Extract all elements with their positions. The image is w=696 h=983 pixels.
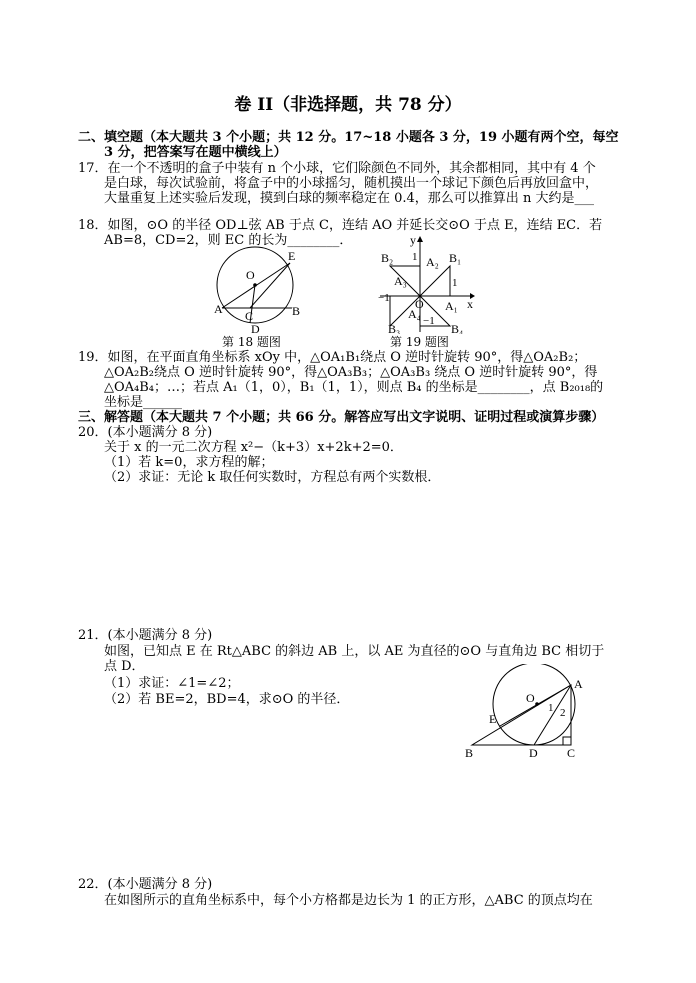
label-e: E xyxy=(288,249,296,263)
figure-19-caption: 第 19 题图 xyxy=(390,335,449,349)
q21-part1: （1）求证：∠1=∠2； xyxy=(104,676,240,691)
q20-part1: （1）若 k=0，求方程的解； xyxy=(104,455,274,470)
label-y: y xyxy=(410,233,416,247)
q19-line1: 19．如图，在平面直角坐标系 xOy 中，△OA₁B₁绕点 O 逆时针旋转 90°，得△OA₂B₂； xyxy=(78,350,587,365)
q18-line1: 18．如图，⊙O 的半径 OD⊥弦 AB 于点 C，连结 AO 并延长交⊙O 于点 E，连结 EC．若 xyxy=(78,218,603,233)
q17-line2: 是白球，每次试验前，将盒子中的小球摇匀，随机摸出一个球记下颜色后再放回盒中， xyxy=(104,176,599,191)
figure-21 xyxy=(462,664,592,764)
label-d: D xyxy=(529,746,538,760)
figure-19 xyxy=(378,232,478,334)
section2-heading-line2: 3 分，把答案写在题中横线上） xyxy=(104,145,287,160)
label-d: D xyxy=(251,322,260,335)
q20-part2: （2）求证：无论 k 取任何实数时，方程总有两个实数根． xyxy=(104,470,441,485)
label-x: x xyxy=(467,297,473,311)
q21-head: 21．(本小题满分 8 分) xyxy=(78,628,213,643)
line-ae xyxy=(500,685,571,726)
triangle-oa1b1 xyxy=(420,266,450,296)
q19-line2: △OA₂B₂绕点 O 逆时针旋转 90°，得△OA₃B₃；△OA₃B₃ 绕点 O 逆时针旋转 90°，得 xyxy=(104,365,598,380)
label-a4: A₄ xyxy=(408,307,421,321)
label-b: B xyxy=(292,304,301,318)
label-e: E xyxy=(489,712,497,726)
q22-head: 22．(本小题满分 8 分) xyxy=(78,877,213,892)
figure-18 xyxy=(210,245,310,335)
label-a3: A₃ xyxy=(394,274,407,288)
q21-part2: （2）若 BE=2，BD=4，求⊙O 的半径． xyxy=(104,692,350,707)
label-b3: B₃ xyxy=(388,322,401,334)
label-neg1-left: −1 xyxy=(378,292,390,304)
q17-line3: 大量重复上述实验后发现，摸到白球的频率稳定在 0.4，那么可以推算出 n 大约是___ xyxy=(104,191,594,206)
label-neg1-bottom: −1 xyxy=(423,315,435,327)
label-one-top: 1 xyxy=(412,251,418,263)
q20-head: 20．(本小题满分 8 分) xyxy=(78,425,213,440)
section2-heading-line1: 二、填空题（本大题共 3 个小题；共 12 分。17~18 小题各 3 分，19 小题有两个空，每空 xyxy=(78,130,619,145)
label-o: O xyxy=(246,268,255,282)
q22-line1: 在如图所示的直角坐标系中，每个小方格都是边长为 1 的正方形，△ABC 的顶点均在 xyxy=(104,893,593,908)
label-c: C xyxy=(567,746,576,760)
label-a: A xyxy=(214,302,223,316)
label-two: 2 xyxy=(560,707,566,719)
label-b1: B₁ xyxy=(449,251,462,265)
label-c: C xyxy=(245,309,254,323)
label-b4: B₄ xyxy=(451,322,464,334)
figure-18-caption: 第 18 题图 xyxy=(222,335,281,349)
q18-line2: AB=8，CD=2，则 EC 的长为________． xyxy=(104,233,353,248)
page-title: 卷 II（非选择题，共 78 分） xyxy=(234,95,462,115)
label-one-right: 1 xyxy=(452,277,458,289)
label-a2: A₂ xyxy=(426,255,439,269)
label-o: O xyxy=(526,691,535,705)
label-b2: B₂ xyxy=(381,251,394,265)
label-one: 1 xyxy=(548,702,554,714)
section3-heading: 三、解答题（本大题共 7 个小题；共 66 分。解答应写出文字说明、证明过程或演算步骤） xyxy=(78,410,605,425)
y-axis-arrow xyxy=(417,236,423,242)
right-angle-mark xyxy=(563,737,571,745)
center-dot xyxy=(535,702,539,706)
label-b: B xyxy=(465,746,474,760)
label-o: O xyxy=(415,297,424,311)
q19-line4: 坐标是______ xyxy=(104,395,183,410)
label-a: A xyxy=(574,677,583,691)
q21-line1: 如图，已知点 E 在 Rt△ABC 的斜边 AB 上，以 AE 为直径的⊙O 与直角边 BC 相切于 xyxy=(104,644,605,659)
q20-line1: 关于 x 的一元二次方程 x²−（k+3）x+2k+2=0． xyxy=(104,440,403,455)
q21-line2: 点 D． xyxy=(104,659,145,674)
q17-line1: 17．在一个不透明的盒子中装有 n 个小球，它们除颜色不同外，其余都相同，其中有 4 个 xyxy=(78,161,596,176)
center-dot xyxy=(253,283,257,287)
q19-line3: △OA₄B₄；…；若点 A₁（1，0），B₁（1，1），则点 B₄ 的坐标是________，点 B₂₀₁₈的 xyxy=(104,380,604,395)
label-a1: A₁ xyxy=(445,299,458,313)
